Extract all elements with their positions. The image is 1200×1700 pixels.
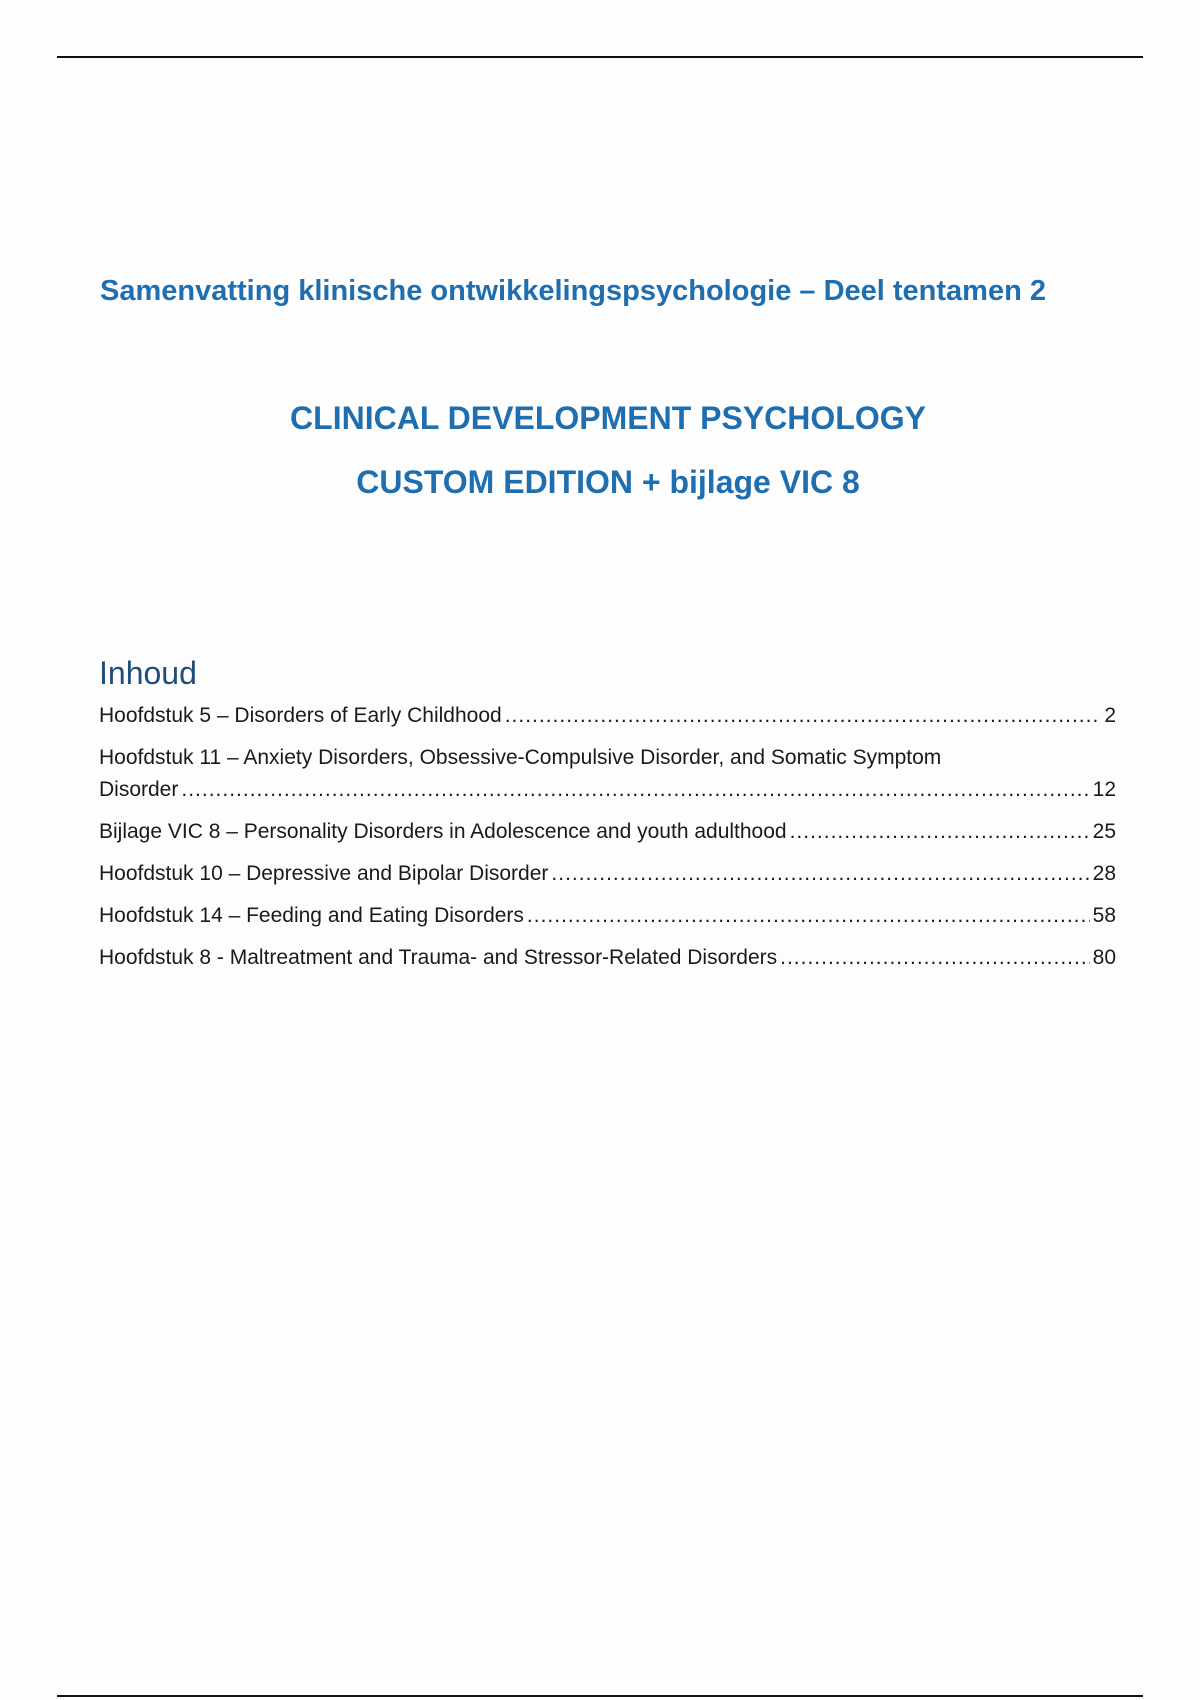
toc-leader-dots [505, 700, 1102, 732]
document-title: Samenvatting klinische ontwikkelingspsychologie – Deel tentamen 2 [100, 275, 1046, 307]
top-rule [57, 56, 1143, 58]
toc-entry-hoofdstuk-11[interactable] [99, 742, 1116, 806]
bottom-rule [57, 1695, 1143, 1697]
toc-entry-page: 2 [1104, 704, 1116, 727]
subtitle-line-1: CLINICAL DEVELOPMENT PSYCHOLOGY [290, 400, 926, 436]
toc-entry-title: Hoofdstuk 10 – Depressive and Bipolar Disorder [99, 862, 549, 885]
toc-entry-title: Hoofdstuk 8 - Maltreatment and Trauma- and Stressor-Related Disorders [99, 946, 778, 969]
toc-leader-dots [181, 774, 1089, 806]
toc-entry-page: 28 [1092, 862, 1116, 885]
toc-entry-page: 25 [1092, 820, 1116, 843]
toc-leader-dots [527, 900, 1090, 932]
toc-entry-hoofdstuk-14[interactable] [99, 900, 1116, 932]
toc-entry-page: 80 [1092, 946, 1116, 969]
toc-leader-dots [551, 858, 1089, 890]
toc-entry-title: Disorder [99, 778, 179, 801]
toc-entry-hoofdstuk-8[interactable] [99, 942, 1116, 974]
toc-entry-bijlage-vic-8[interactable] [99, 816, 1116, 848]
toc-entry-page: 58 [1092, 904, 1116, 927]
toc-entry-title: Hoofdstuk 5 – Disorders of Early Childhood [99, 704, 502, 727]
toc-entry-page: 12 [1092, 778, 1116, 801]
toc-entry-title-line-1: Hoofdstuk 11 – Anxiety Disorders, Obsessive-Compulsive Disorder, and Somatic Symptom [99, 746, 942, 769]
toc-entry-hoofdstuk-5[interactable] [99, 700, 1116, 732]
toc-leader-dots [790, 816, 1090, 848]
table-of-contents [99, 700, 1116, 974]
toc-heading: Inhoud [99, 655, 197, 691]
toc-entry-hoofdstuk-10[interactable] [99, 858, 1116, 890]
toc-entry-title: Hoofdstuk 14 – Feeding and Eating Disorders [99, 904, 524, 927]
toc-entry-title: Bijlage VIC 8 – Personality Disorders in Adolescence and youth adulthood [99, 820, 787, 843]
toc-leader-dots [780, 942, 1090, 974]
subtitle-line-2: CUSTOM EDITION + bijlage VIC 8 [356, 464, 860, 500]
